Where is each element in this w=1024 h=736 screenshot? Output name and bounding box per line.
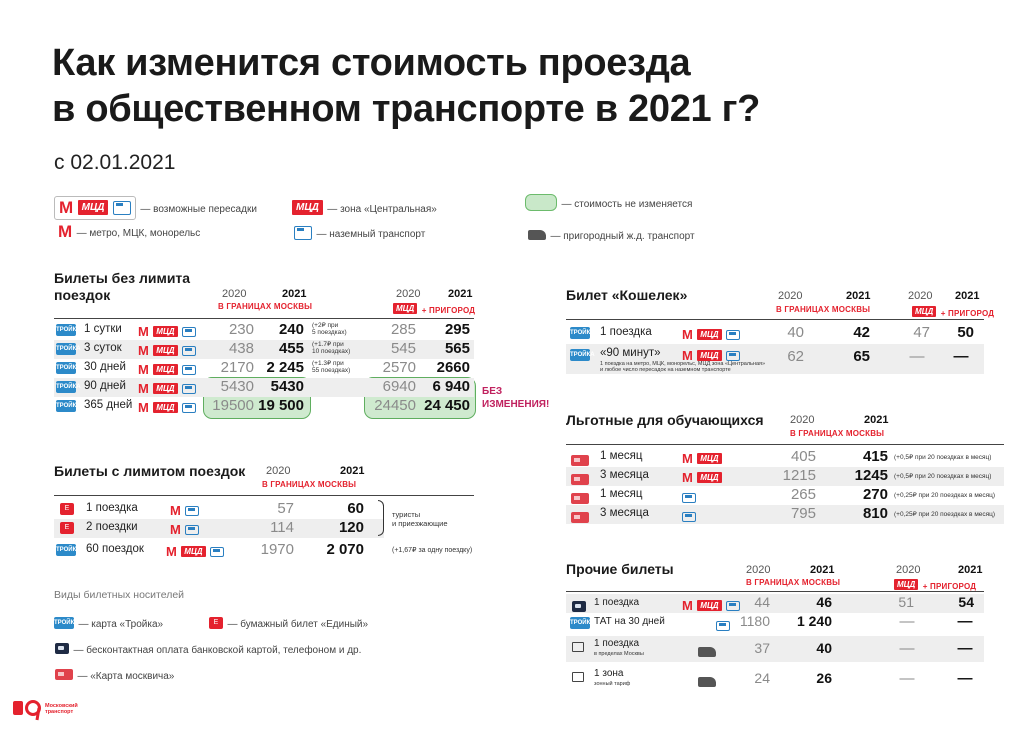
price-2020-suburb: —: [899, 613, 915, 630]
mcd-icon: МЦД: [78, 200, 109, 215]
mcd-icon: МЦД: [153, 402, 177, 413]
price-2020-suburb: 6940: [382, 378, 416, 395]
zone-moscow-label: В ГРАНИЦАХ МОСКВЫ: [790, 429, 885, 438]
zone-moscow-label: В ГРАНИЦАХ МОСКВЫ: [262, 480, 357, 489]
transport-icons: [682, 450, 722, 468]
unchanged-line-2: ИЗМЕНЕНИЯ!: [482, 399, 550, 410]
ticket-label: 365 дней: [84, 399, 133, 411]
legend-central-zone: [292, 199, 437, 217]
legend-central-zone-text: — зона «Центральная»: [327, 204, 437, 215]
metro-icon: М: [138, 361, 149, 377]
price-2021-suburb: 6 940: [432, 378, 470, 395]
tourists-line-1: туристы: [392, 510, 421, 519]
tourists-line-2: и приезжающие: [392, 519, 448, 528]
table-row: [54, 397, 474, 416]
ticket-label: 1 месяц: [600, 450, 643, 462]
limited-heading: Билеты с лимитом поездок: [54, 463, 246, 479]
price-2021: 2 245: [266, 359, 304, 376]
metro-icon: М: [138, 399, 149, 415]
price-2021: 810: [862, 505, 888, 522]
unlimited-table: [54, 321, 474, 416]
year-2021: 2021: [846, 290, 871, 302]
price-2021: 455: [278, 340, 304, 357]
troika-card-icon: ТРОЙКА: [570, 327, 590, 339]
students-heading: Льготные для обучающихся: [566, 412, 764, 428]
year-2021: 2021: [810, 564, 835, 576]
bus-icon: [294, 226, 312, 240]
metro-icon: М: [170, 521, 181, 537]
price-2020: 230: [228, 321, 254, 338]
page-title: [52, 40, 760, 132]
table-divider: [54, 318, 474, 319]
price-2021: 26: [816, 670, 832, 686]
mcd-icon: МЦД: [912, 306, 936, 317]
price-2021-suburb: —: [957, 670, 973, 687]
mcd-icon: МЦД: [697, 472, 721, 483]
ticket-label: 1 поездка: [594, 597, 640, 608]
ticket-label: 2 поездки: [86, 521, 138, 533]
ticket-label: 1 поездка: [600, 326, 652, 338]
mcd-icon: МЦД: [292, 200, 323, 215]
metro-icon: М: [138, 342, 149, 358]
edin-ticket-icon: Е: [209, 617, 223, 629]
table-row: [54, 541, 384, 560]
bus-icon: [113, 201, 131, 215]
edin-ticket-icon: Е: [60, 503, 74, 515]
table-row: [54, 378, 474, 397]
carrier-muscovite: [55, 666, 174, 684]
troika-card-icon: ТРОЙКА: [56, 324, 76, 336]
table-divider: [566, 591, 984, 592]
table-row: [566, 344, 984, 374]
transport-icons: [138, 323, 196, 341]
price-2021: 1245: [854, 467, 888, 484]
transport-icons: [698, 643, 716, 661]
other-table: [566, 594, 984, 692]
troika-card-icon: ТРОЙКА: [570, 349, 590, 361]
mcd-icon: МЦД: [153, 326, 177, 337]
table-divider: [54, 495, 474, 496]
green-swatch: [525, 194, 557, 211]
carrier-troika-text: — карта «Тройка»: [78, 619, 164, 630]
mcd-icon: МЦД: [697, 453, 721, 464]
price-2021: 5430: [270, 378, 304, 395]
year-2020: 2020: [746, 564, 771, 576]
transport-icons: [138, 361, 196, 379]
price-2020: 57: [277, 500, 294, 517]
students-table: [566, 448, 1004, 524]
year-2021: 2021: [864, 414, 889, 426]
ticket-label: 1 сутки: [84, 323, 122, 335]
metro-icon: М: [682, 347, 693, 363]
price-2020-suburb: 47: [913, 324, 930, 341]
troika-card-icon: ТРОЙКА: [56, 400, 76, 412]
troika-card-icon: ТРОЙКА: [56, 343, 76, 355]
table-row: [54, 519, 384, 538]
price-2020: 1180: [739, 613, 770, 629]
brace: [378, 500, 384, 536]
muscovite-card-icon: [571, 512, 589, 523]
unchanged-line-1: БЕЗ: [482, 386, 503, 397]
table-row: [566, 613, 984, 632]
moscow-transport-logo: [12, 698, 42, 727]
price-note: (+0,5₽ при 20 поездках в месяц): [894, 454, 992, 461]
year-2020: 2020: [790, 414, 815, 426]
logo-text: [45, 703, 78, 715]
price-2020: 19500: [212, 397, 254, 414]
bus-icon: [682, 512, 696, 522]
bus-icon: [182, 403, 196, 413]
mcd-icon: МЦД: [894, 579, 918, 590]
muscovite-card-icon: [55, 669, 73, 680]
table-row: [54, 359, 474, 378]
legend-ground: [294, 224, 425, 242]
mcd-icon: МЦД: [697, 350, 721, 361]
limited-table: [54, 500, 384, 560]
ticket-label: 3 суток: [84, 342, 122, 354]
price-2020: 1970: [260, 541, 294, 558]
ticket-label: 3 месяца: [600, 469, 649, 481]
bus-icon: [726, 330, 740, 340]
bank-card-icon: [55, 643, 69, 654]
price-2020-suburb: —: [899, 640, 915, 657]
note-line-1: (+1.7₽ при: [312, 341, 344, 348]
year-2020: 2020: [908, 290, 933, 302]
logo-line-2: транспорт: [45, 709, 74, 715]
ticket-label: «90 минут»: [600, 347, 661, 359]
price-2021: 40: [816, 640, 832, 656]
carrier-troika: [54, 614, 163, 632]
price-2021-suburb: 565: [444, 340, 470, 357]
ticket-label: 1 поездка: [594, 638, 640, 649]
transport-icons: [682, 508, 696, 526]
price-2021-suburb: 54: [958, 594, 974, 610]
transport-icons: [170, 502, 199, 520]
legend-transfers: [54, 196, 257, 220]
price-2021: 415: [862, 448, 888, 465]
price-2021: 42: [853, 324, 870, 341]
train-icon: [698, 677, 716, 687]
table-divider: [566, 444, 1004, 445]
troika-card-icon: ТРОЙКА: [56, 362, 76, 374]
price-2020-suburb: 285: [390, 321, 416, 338]
mcd-icon: МЦД: [181, 546, 205, 557]
year-2021: 2021: [955, 290, 980, 302]
price-2021: 240: [278, 321, 304, 338]
carrier-bank: [55, 640, 361, 658]
transport-icons: [138, 399, 196, 417]
table-row: [566, 323, 984, 344]
table-row: [566, 486, 1004, 505]
price-2020-suburb: 2570: [382, 359, 416, 376]
price-note: [312, 322, 347, 336]
metro-icon: М: [682, 469, 693, 485]
metro-icon: М: [682, 597, 693, 613]
price-2020: 5430: [220, 378, 254, 395]
metro-icon: М: [138, 380, 149, 396]
metro-icon: М: [682, 326, 693, 342]
transport-icons: [698, 673, 716, 691]
bus-icon: [726, 351, 740, 361]
price-2020: 62: [787, 348, 804, 365]
train-icon: [528, 230, 546, 240]
unlimited-heading: [54, 270, 190, 304]
year-2020: 2020: [266, 465, 291, 477]
price-note: (+0,5₽ при 20 поездках в месяц): [894, 473, 992, 480]
note-90-line-2: и любое число пересадок на наземном транспорте: [600, 367, 731, 373]
metro-icon: М: [58, 221, 73, 241]
note-90-line-1: 1 поездка на метро, МЦК, монорельс, МЦД зона «Центральная»: [600, 361, 766, 367]
bank-card-icon: [572, 601, 586, 612]
bus-icon: [182, 327, 196, 337]
table-row: [566, 636, 984, 662]
price-2020: 2170: [220, 359, 254, 376]
table-row: [566, 505, 1004, 524]
year-2020: 2020: [896, 564, 921, 576]
price-2021: 1 240: [796, 613, 832, 629]
legend-metro: [58, 223, 200, 241]
legend-suburban: [528, 226, 695, 244]
title-line-2: в общественном транспорте в 2021 г?: [52, 88, 761, 130]
zone-suburb-text: + ПРИГОРОД: [922, 582, 977, 591]
price-2021: 270: [862, 486, 888, 503]
carrier-bank-text: — бесконтактная оплата банковской картой, телефоном и др.: [73, 645, 362, 656]
legend-ground-text: — наземный транспорт: [316, 229, 426, 240]
wallet-table: [566, 323, 984, 374]
troika-card-icon: ТРОЙКА: [56, 381, 76, 393]
bus-icon: [682, 493, 696, 503]
price-2020: 1215: [782, 467, 816, 484]
note-60-trips: (+1,67₽ за одну поездку): [392, 547, 473, 554]
paper-ticket-icon: [572, 672, 584, 682]
price-2020-suburb: —: [899, 670, 915, 687]
bus-icon: [716, 621, 730, 631]
price-2021-suburb: —: [957, 640, 973, 657]
note-line-2: 55 поездках): [312, 367, 351, 374]
table-row: [566, 666, 984, 692]
zone-suburb-label: [393, 300, 475, 318]
price-2020: 795: [790, 505, 816, 522]
price-2021: 2 070: [326, 541, 364, 558]
bus-icon: [185, 506, 199, 516]
price-note: [312, 341, 350, 355]
bus-icon: [182, 384, 196, 394]
price-2021-suburb: 50: [957, 324, 974, 341]
price-2020: 40: [787, 324, 804, 341]
price-2020: 265: [790, 486, 816, 503]
carrier-edin: [209, 614, 368, 632]
title-line-1: Как изменится стоимость проезда: [52, 42, 691, 84]
bus-icon: [182, 365, 196, 375]
unlimited-heading-1: Билеты без лимита: [54, 270, 191, 286]
transport-icons: [166, 543, 224, 561]
paper-ticket-icon: [572, 642, 584, 652]
year-2020: 2020: [778, 290, 803, 302]
ticket-sublabel: зонный тариф: [594, 681, 631, 687]
ticket-label: 1 месяц: [600, 488, 643, 500]
table-row: [54, 500, 384, 519]
price-2020-suburb: 51: [898, 594, 914, 610]
year-2021: 2021: [340, 465, 365, 477]
price-2021-suburb: 2660: [436, 359, 470, 376]
troika-card-icon: ТРОЙКА: [56, 544, 76, 556]
price-2020: 438: [228, 340, 254, 357]
price-note: (+0,25₽ при 20 поездках в месяц): [894, 492, 996, 499]
price-2020-suburb: 545: [390, 340, 416, 357]
transport-icons: [138, 380, 196, 398]
price-2020-suburb: 24450: [374, 397, 416, 414]
transport-icons: [682, 326, 740, 344]
bus-icon: [210, 547, 224, 557]
table-row: [54, 340, 474, 359]
year-2020: 2020: [396, 288, 421, 300]
legend-transfer-icons: [54, 196, 136, 220]
table-row: [54, 321, 474, 340]
price-2020: 24: [754, 670, 770, 686]
year-2021: 2021: [282, 288, 307, 300]
unchanged-label: [482, 385, 549, 411]
mcd-icon: МЦД: [153, 364, 177, 375]
table-row: [566, 594, 984, 613]
legend-suburban-text: — пригородный ж.д. транспорт: [550, 231, 695, 242]
price-2020: 114: [270, 519, 294, 536]
carrier-edin-text: — бумажный билет «Единый»: [227, 619, 369, 630]
note-line-1: (+2₽ при: [312, 322, 339, 329]
note-90-min: [600, 361, 765, 373]
zone-moscow-label: В ГРАНИЦАХ МОСКВЫ: [218, 302, 313, 311]
table-row: [566, 448, 1004, 467]
note-line-2: 5 поездках): [312, 329, 347, 336]
mcd-icon: МЦД: [153, 345, 177, 356]
unlimited-heading-2: поездок: [54, 287, 111, 303]
ticket-label: 30 дней: [84, 361, 126, 373]
zone-suburb-text: + ПРИГОРОД: [421, 306, 476, 315]
year-2020: 2020: [222, 288, 247, 300]
price-2021-suburb: —: [957, 613, 973, 630]
mcd-icon: МЦД: [697, 600, 721, 611]
effective-date: с 02.01.2021: [54, 151, 176, 174]
muscovite-card-icon: [571, 493, 589, 504]
metro-icon: М: [166, 543, 177, 559]
price-2021: 46: [816, 594, 832, 610]
price-2020: 405: [790, 448, 816, 465]
muscovite-card-icon: [571, 455, 589, 466]
price-2021-suburb: 24 450: [424, 397, 470, 414]
edin-ticket-icon: Е: [60, 522, 74, 534]
transport-icons: [170, 521, 199, 539]
note-line-1: (+1.3₽ при: [312, 360, 344, 367]
ticket-sublabel: в пределах Москвы: [594, 651, 644, 657]
zone-moscow-label: В ГРАНИЦАХ МОСКВЫ: [776, 305, 871, 314]
ticket-label: 1 зона: [594, 668, 624, 679]
ticket-label: 1 поездка: [86, 502, 138, 514]
troika-card-icon: ТРОЙКА: [54, 617, 74, 629]
price-2020-suburb: —: [909, 348, 925, 365]
metro-icon: М: [682, 450, 693, 466]
price-2021: 19 500: [258, 397, 304, 414]
other-heading: Прочие билеты: [566, 561, 674, 577]
price-2020: 37: [754, 640, 770, 656]
transport-icons: [716, 617, 730, 635]
wallet-heading: Билет «Кошелек»: [566, 287, 688, 303]
bus-icon: [185, 525, 199, 535]
price-2021: 120: [338, 519, 364, 536]
metro-icon: М: [59, 197, 74, 217]
table-divider: [566, 319, 984, 320]
price-2021: 65: [853, 348, 870, 365]
ticket-label: 3 месяца: [600, 507, 649, 519]
year-2021: 2021: [958, 564, 983, 576]
price-note: [312, 360, 350, 374]
table-row: [566, 467, 1004, 486]
ticket-label: 90 дней: [84, 380, 126, 392]
legend-unchanged-text: — стоимость не изменяется: [561, 199, 693, 210]
transport-icons: [682, 469, 722, 487]
mcd-icon: МЦД: [153, 383, 177, 394]
tourists-note: [392, 510, 448, 528]
train-icon: [698, 647, 716, 657]
ticket-label: 60 поездок: [86, 543, 144, 555]
mcd-icon: МЦД: [697, 329, 721, 340]
legend-unchanged: [525, 194, 692, 212]
carrier-muscovite-text: — «Карта москвича»: [77, 671, 175, 682]
logo-line-1: Московский: [45, 703, 78, 709]
carriers-heading: Виды билетных носителей: [54, 589, 185, 601]
transport-icons: [138, 342, 196, 360]
price-note: (+0,25₽ при 20 поездках в месяц): [894, 511, 996, 518]
bus-icon: [182, 346, 196, 356]
legend-metro-text: — метро, МЦК, монорельс: [76, 228, 201, 239]
price-2021: 60: [347, 500, 364, 517]
muscovite-card-icon: [571, 474, 589, 485]
metro-icon: М: [170, 502, 181, 518]
note-line-2: 10 поездках): [312, 348, 351, 355]
metro-icon: М: [138, 323, 149, 339]
year-2021: 2021: [448, 288, 473, 300]
price-2021-suburb: —: [953, 348, 969, 365]
troika-card-icon: ТРОЙКА: [570, 617, 590, 629]
zone-suburb-text: + ПРИГОРОД: [940, 309, 995, 318]
price-2020: 44: [754, 594, 770, 610]
coat-of-arms-icon: [12, 698, 42, 722]
mcd-icon: МЦД: [393, 303, 417, 314]
zone-moscow-label: В ГРАНИЦАХ МОСКВЫ: [746, 578, 841, 587]
legend-transfers-text: — возможные пересадки: [140, 204, 257, 216]
price-2021-suburb: 295: [444, 321, 470, 338]
ticket-label: ТАТ на 30 дней: [594, 616, 665, 627]
